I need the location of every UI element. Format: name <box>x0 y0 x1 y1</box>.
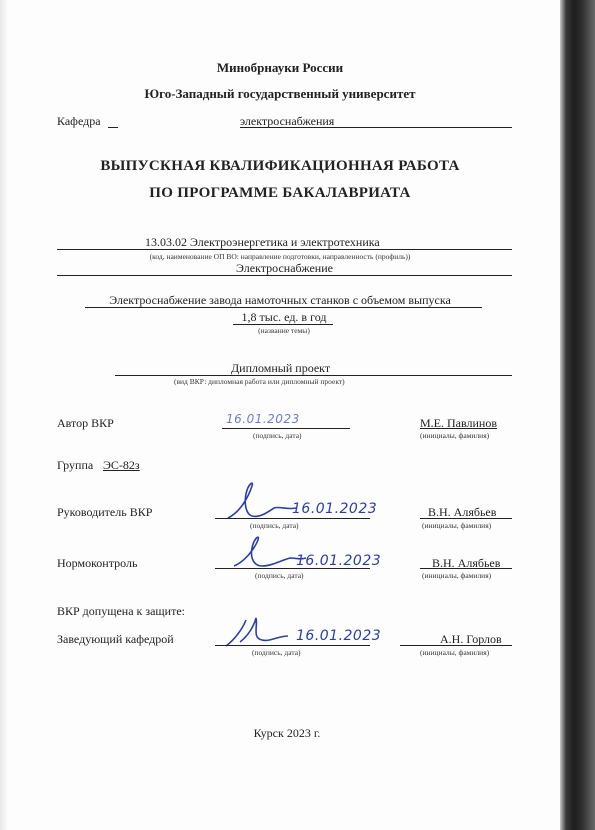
title-line-1: ВЫПУСКНАЯ КВАЛИФИКАЦИОННАЯ РАБОТА <box>100 158 460 174</box>
supervisor-name-caption: (инициалы, фамилия) <box>422 521 492 530</box>
city-year: Курск 2023 г. <box>253 726 321 740</box>
author-name-caption: (инициалы, фамилия) <box>420 431 490 440</box>
topic-underline-2 <box>233 324 333 325</box>
head-label: Заведующий кафедрой <box>57 632 174 646</box>
department-name: электроснабжения <box>240 114 335 128</box>
topic-line-2: 1,8 тыс. ед. в год <box>241 310 327 324</box>
group-value: ЭС-82з <box>103 458 140 472</box>
norm-control-name-line <box>420 568 512 569</box>
author-label: Автор ВКР <box>57 416 114 430</box>
admission-label: ВКР допущена к защите: <box>57 604 185 618</box>
head-signature-caption: (подпись, дата) <box>252 648 301 657</box>
norm-control-name-caption: (инициалы, фамилия) <box>422 571 492 580</box>
topic-caption: (название темы) <box>258 326 310 335</box>
work-type-line <box>115 375 512 376</box>
university: Юго-Западный государственный университет <box>144 86 416 101</box>
group-label: Группа <box>57 458 94 472</box>
work-type: Дипломный проект <box>231 361 331 375</box>
profile: Электроснабжение <box>236 261 333 275</box>
topic-underline-1 <box>85 307 482 308</box>
supervisor-signature-line <box>215 518 370 519</box>
author-signature-caption: (подпись, дата) <box>253 431 302 440</box>
specialty-caption: (код, наименование ОП ВО: направление подготовки, направленность (профиль)) <box>149 252 411 261</box>
work-type-caption: (вид ВКР: дипломная работа или дипломный проект) <box>174 377 345 386</box>
department-line <box>240 127 512 128</box>
specialty-code-name: 13.03.02 Электроэнергетика и электротехника <box>145 235 380 249</box>
title-line-2: ПО ПРОГРАММЕ БАКАЛАВРИАТА <box>149 185 411 201</box>
department-line-left <box>108 127 118 128</box>
ministry: Минобрнауки России <box>216 60 344 75</box>
norm-control-name: В.Н. Алябьев <box>432 556 501 570</box>
supervisor-name-line <box>420 518 512 519</box>
author-name: М.Е. Павлинов <box>420 416 497 430</box>
head-name-caption: (инициалы, фамилия) <box>420 648 490 657</box>
head-signature-line <box>215 645 370 646</box>
norm-control-date: 16.01.2023 <box>296 553 382 569</box>
norm-control-signature-caption: (подпись, дата) <box>255 571 304 580</box>
supervisor-signature-caption: (подпись, дата) <box>250 521 299 530</box>
head-name-line <box>400 645 512 646</box>
supervisor-name: В.Н. Алябьев <box>428 505 497 519</box>
author-signature-line <box>222 428 350 429</box>
department-label: Кафедра <box>57 114 101 128</box>
scan-edge-right <box>560 0 595 830</box>
norm-control-label: Нормоконтроль <box>57 556 138 570</box>
head-name: А.Н. Горлов <box>440 632 502 646</box>
supervisor-label: Руководитель ВКР <box>57 505 153 519</box>
head-date: 16.01.2023 <box>296 628 382 644</box>
supervisor-date: 16.01.2023 <box>292 501 378 517</box>
norm-control-signature-line <box>215 568 370 569</box>
topic-line-1: Электроснабжение завода намоточных станков с объемом выпуска <box>109 293 451 307</box>
author-signature-date: 16.01.2023 <box>226 412 300 426</box>
head-signature <box>222 612 292 652</box>
